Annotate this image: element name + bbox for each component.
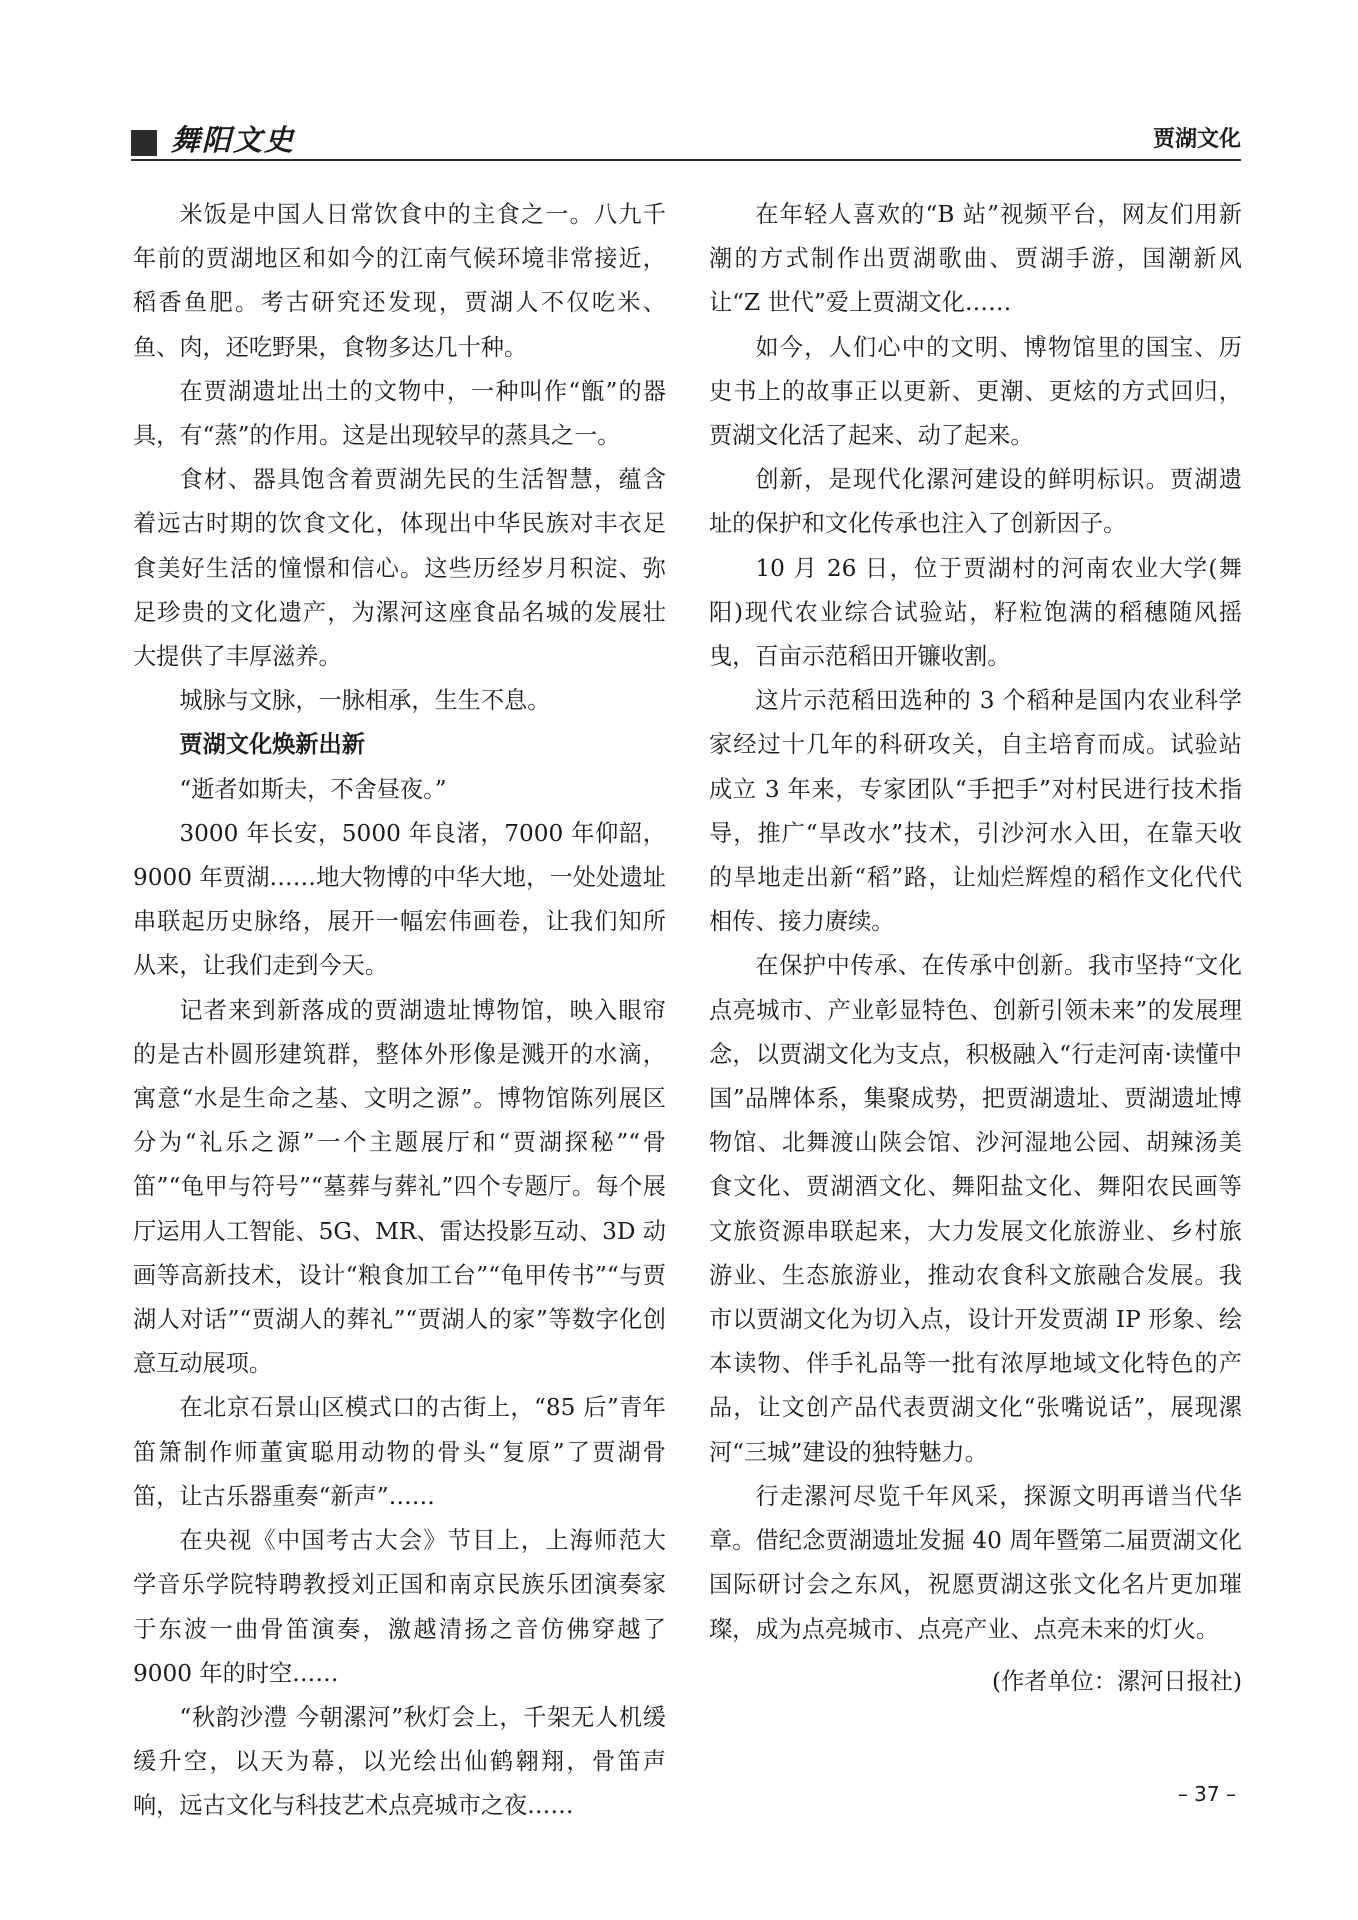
paragraph: 记者来到新落成的贾湖遗址博物馆，映入眼帘的是古朴圆形建筑群，整体外形像是溅开的水滴，寓意“水是生命之基、文明之源”。博物馆陈列展区分为“礼乐之源”一个主题展厅和“贾湖探秘”“骨笛”“龟甲与符号”“墓葬与葬礼”四个专题厅。每个展厅运用人工智能、5G、MR、雷达投影互动、3D 动画等高新技术，设计“粮食加工台”“龟甲传书”“与贾湖人对话”“贾湖人的葬礼”“贾湖人的家”等数字化创意互动展项。 bbox=[133, 996, 666, 1378]
paragraph: 在北京石景山区模式口的古街上，“85 后”青年笛箫制作师董寅聪用动物的骨头“复原”了贾湖骨笛，让古乐器重奏“新声”…… bbox=[133, 1394, 666, 1510]
paragraph: 10 月 26 日，位于贾湖村的河南农业大学(舞阳)现代农业综合试验站，籽粒饱满的稻穗随风摇曳，百亩示范稻田开镰收割。 bbox=[709, 554, 1242, 671]
paragraph: 在央视《中国考古大会》节目上，上海师范大学音乐学院特聘教授刘正国和南京民族乐团演奏家于东波一曲骨笛演奏，激越清扬之音仿佛穿越了 9000 年的时空…… bbox=[133, 1527, 666, 1687]
paragraph: 在贾湖遗址出土的文物中，一种叫作“甑”的器具，有“蒸”的作用。这是出现较早的蒸具之一。 bbox=[133, 377, 666, 450]
subheading: 贾湖文化焕新出新 bbox=[179, 731, 365, 759]
left-column bbox=[133, 193, 666, 1829]
header-block-icon bbox=[131, 130, 157, 156]
section-title: 贾湖文化 bbox=[1152, 127, 1241, 152]
paragraph: 城脉与文脉，一脉相承，生生不息。 bbox=[179, 687, 551, 715]
paragraph: “逝者如斯夫，不舍昼夜。” bbox=[179, 775, 447, 803]
page-header bbox=[131, 118, 1241, 160]
paragraph: “秋韵沙澧 今朝漯河”秋灯会上，千架无人机缓缓升空，以天为幕，以光绘出仙鹤翱翔，骨笛声响，远古文化与科技艺术点亮城市之夜…… bbox=[133, 1703, 666, 1820]
author-byline: (作者单位：漯河日报社) bbox=[992, 1667, 1242, 1695]
paragraph: 食材、器具饱含着贾湖先民的生活智慧，蕴含着远古时期的饮食文化，体现出中华民族对丰衣足食美好生活的憧憬和信心。这些历经岁月积淀、弥足珍贵的文化遗产，为漯河这座食品名城的发展壮大提供了丰厚滋养。 bbox=[133, 466, 666, 671]
paragraph: 这片示范稻田选种的 3 个稻种是国内农业科学家经过十几年的科研攻关，自主培育而成。试验站成立 3 年来，专家团队“手把手”对村民进行技术指导，推广“旱改水”技术，引沙河水入田，在靠天收的旱地走出新“稻”路，让灿烂辉煌的稻作文化代代相传、接力赓续。 bbox=[709, 687, 1242, 936]
paragraph: 创新，是现代化漯河建设的鲜明标识。贾湖遗址的保护和文化传承也注入了创新因子。 bbox=[709, 466, 1242, 538]
paragraph: 3000 年长安，5000 年良渚，7000 年仰韶，9000 年贾湖……地大物博的中华大地，一处处遗址串联起历史脉络，展开一幅宏伟画卷，让我们知所从来，让我们走到今天。 bbox=[133, 819, 666, 980]
right-column bbox=[709, 193, 1242, 1704]
header-rule bbox=[131, 159, 1241, 161]
magazine-title: 舞阳文史 bbox=[171, 123, 296, 157]
paragraph: 如今，人们心中的文明、博物馆里的国宝、历史书上的故事正以更新、更潮、更炫的方式回归，贾湖文化活了起来、动了起来。 bbox=[709, 333, 1242, 450]
paragraph: 在年轻人喜欢的“B 站”视频平台，网友们用新潮的方式制作出贾湖歌曲、贾湖手游，国潮新风让“Z 世代”爱上贾湖文化…… bbox=[709, 201, 1242, 317]
paragraph: 行走漯河尽览千年风采，探源文明再谱当代华章。借纪念贾湖遗址发掘 40 周年暨第二届贾湖文化国际研讨会之东风，祝愿贾湖这张文化名片更加璀璨，成为点亮城市、点亮产业、点亮未来的灯火。 bbox=[709, 1482, 1242, 1643]
paragraph: 在保护中传承、在传承中创新。我市坚持“文化点亮城市、产业彰显特色、创新引领未来”的发展理念，以贾湖文化为支点，积极融入“行走河南·读懂中国”品牌体系，集聚成势，把贾湖遗址、贾湖遗址博物馆、北舞渡山陕会馆、沙河湿地公园、胡辣汤美食文化、贾湖酒文化、舞阳盐文化、舞阳农民画等文旅资源串联起来，大力发展文化旅游业、乡村旅游业、生态旅游业，推动农食科文旅融合发展。我市以贾湖文化为切入点，设计开发贾湖 IP 形象、绘本读物、伴手礼品等一批有浓厚地域文化特色的产品，让文创产品代表贾湖文化“张嘴说话”，展现漯河“三城”建设的独特魅力。 bbox=[709, 952, 1242, 1466]
page-number: – 37 – bbox=[1177, 1782, 1236, 1806]
paragraph: 米饭是中国人日常饮食中的主食之一。八九千年前的贾湖地区和如今的江南气候环境非常接近，稻香鱼肥。考古研究还发现，贾湖人不仅吃米、鱼、肉，还吃野果，食物多达几十种。 bbox=[133, 201, 666, 361]
